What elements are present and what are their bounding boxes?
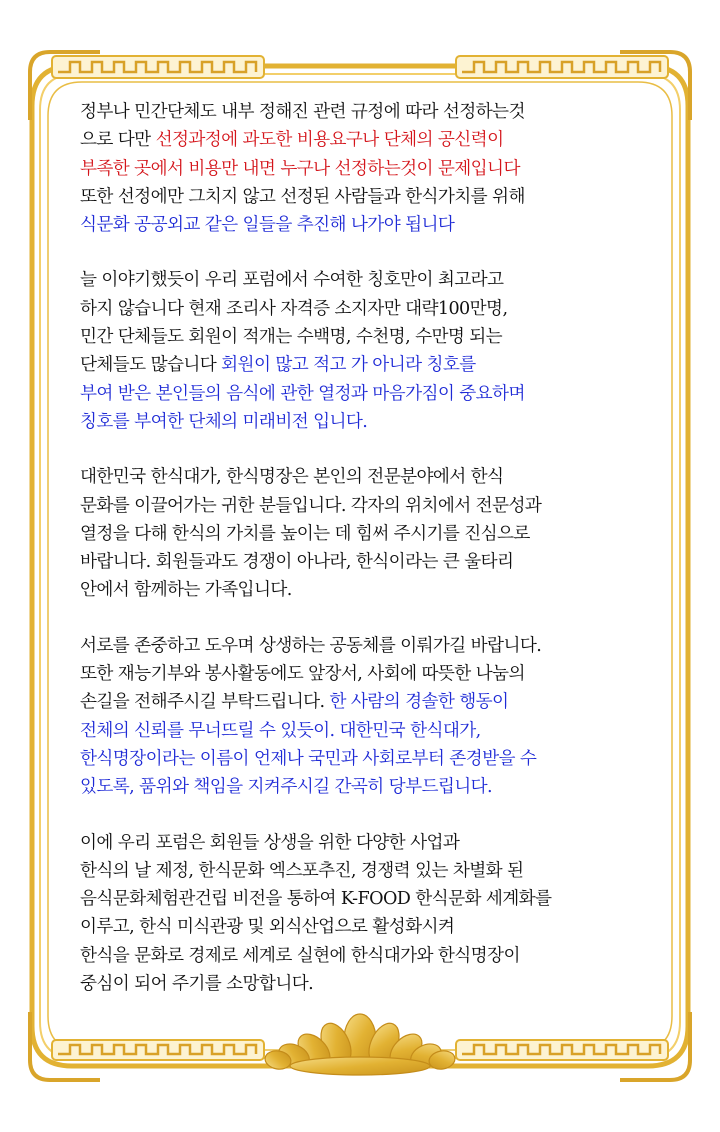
text-line: 부여 받은 본인들의 음식에 관한 열정과 마음가짐이 중요하며 — [80, 383, 525, 404]
text-line: 전체의 신뢰를 무너뜨릴 수 있듯이. 대한민국 한식대가, — [80, 720, 481, 741]
text-line: 한식의 날 제정, 한식문화 엑스포추진, 경쟁력 있는 차별화 된 — [80, 860, 524, 881]
paragraph-forum-vision — [80, 829, 680, 999]
text-line: 민간 단체들도 회원이 적개는 수백명, 수천명, 수만명 되는 — [80, 327, 503, 348]
text-line: 정부나 민간단체도 내부 정해진 관련 규정에 따라 선정하는것 — [80, 102, 525, 122]
text-line: 중심이 되어 주기를 소망합니다. — [80, 974, 314, 995]
text-line: 으로 다만 선정과정에 과도한 비용요구나 단체의 공신력이 — [80, 130, 504, 151]
text-line: 식문화 공공외교 같은 일들을 추진해 나가야 됩니다 — [80, 215, 455, 236]
text-line: 손길을 전해주시길 부탁드립니다. 한 사람의 경솔한 행동이 — [80, 692, 509, 713]
text-line: 문화를 이끌어가는 귀한 분들입니다. 각자의 위치에서 전문성과 — [80, 495, 542, 516]
paragraph-title-value — [80, 266, 680, 436]
text-line: 늘 이야기했듯이 우리 포럼에서 수여한 칭호만이 최고라고 — [80, 270, 504, 291]
text-line: 열정을 다해 한식의 가치를 높이는 데 힘써 주시기를 진심으로 — [80, 523, 530, 544]
text-line: 이루고, 한식 미식관광 및 외식산업으로 활성화시켜 — [80, 917, 455, 938]
text-line: 바랍니다. 회원들과도 경쟁이 아나라, 한식이라는 큰 울타리 — [80, 552, 514, 573]
paragraph-community — [80, 632, 680, 802]
text-line: 안에서 함께하는 가족입니다. — [80, 580, 292, 601]
text-line: 대한민국 한식대가, 한식명장은 본인의 전문분야에서 한식 — [80, 467, 504, 488]
text-line: 있도록, 품위와 책임을 지켜주시길 간곡히 당부드립니다. — [80, 777, 493, 798]
paragraph-masters — [80, 463, 680, 604]
text-line: 또한 선정에만 그치지 않고 선정된 사람들과 한식가치를 위해 — [80, 186, 525, 207]
text-line: 한식을 문화로 경제로 세계로 실현에 한식대가와 한식명장이 — [80, 945, 520, 966]
text-line: 서로를 존중하고 도우며 상생하는 공동체를 이뤄가길 바랍니다. — [80, 635, 542, 656]
letter-body — [80, 98, 680, 1025]
text-line: 이에 우리 포럼은 회원들 상생을 위한 다양한 사업과 — [80, 832, 460, 853]
text-line: 부족한 곳에서 비용만 내면 누구나 선정하는것이 문제입니다 — [80, 158, 520, 179]
paragraph-selection-issues — [80, 98, 680, 239]
text-line: 단체들도 많습니다 회원이 많고 적고 가 아니라 칭호를 — [80, 355, 476, 376]
text-line: 칭호를 부여한 단체의 미래비전 입니다. — [80, 411, 368, 432]
text-line: 음식문화체험관건립 비전을 통하여 K-FOOD 한식문화 세계화를 — [80, 889, 552, 910]
text-line: 하지 않습니다 현재 조리사 자격증 소지자만 대략100만명, — [80, 298, 508, 319]
text-line: 한식명장이라는 이름이 언제나 국민과 사회로부터 존경받을 수 — [80, 748, 537, 769]
text-line: 또한 재능기부와 봉사활동에도 앞장서, 사회에 따뜻한 나눔의 — [80, 664, 525, 685]
